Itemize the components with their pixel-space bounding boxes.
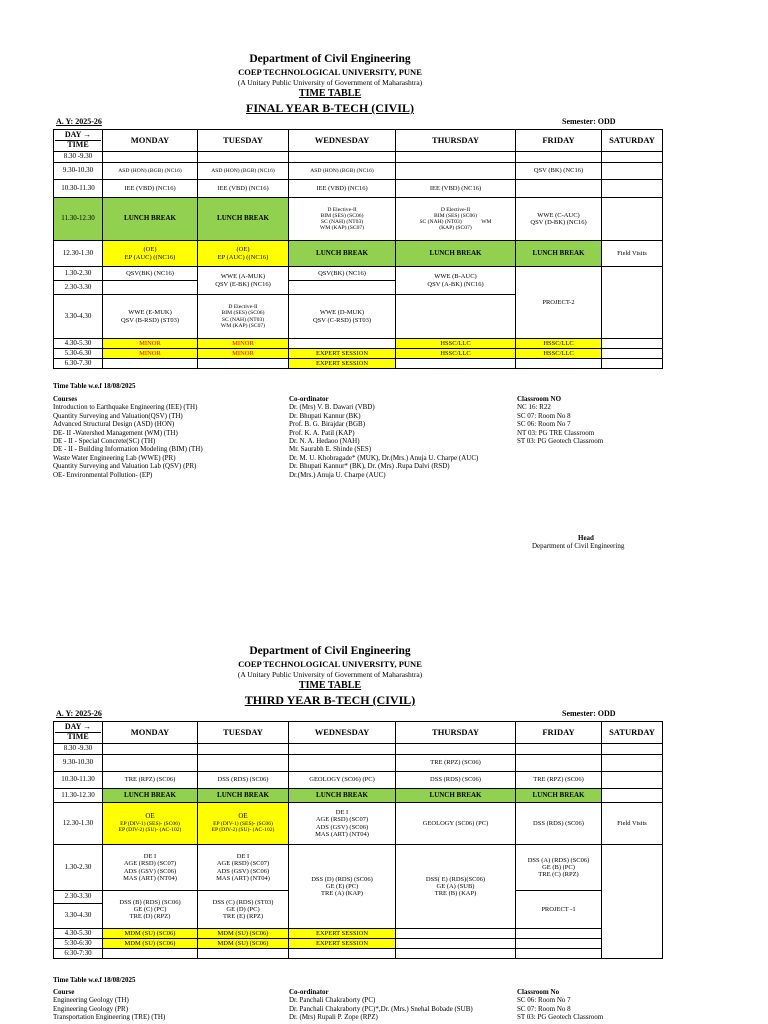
time-cell: 2.30-3.30 <box>54 891 103 904</box>
cell: IEE (VBD) (NC16) <box>289 180 396 198</box>
line: (KAP) (SC07) <box>439 225 472 232</box>
line: TRE (D) (RPZ) <box>129 913 171 921</box>
head-signature <box>532 534 624 550</box>
list-item: SC 07: Room No 8 <box>517 1004 571 1013</box>
cell <box>602 198 663 241</box>
time-label: TIME <box>67 140 89 149</box>
time-cell: 6.30-7.30 <box>54 359 103 369</box>
line: WWE (A-MUK) <box>220 273 266 281</box>
line: DSS (D) (RDS) (SC06) <box>311 875 373 883</box>
line: D Elective-II <box>327 206 357 213</box>
line: WWE (B-AUC) <box>434 273 477 281</box>
day-label: DAY → <box>55 723 101 733</box>
time-cell: 2.30-3.30 <box>54 281 103 295</box>
minor-cell: MINOR <box>198 339 289 349</box>
cell: TRE (RPZ) (SC06) <box>396 755 516 772</box>
cell <box>198 891 289 929</box>
cell: TRE (RPZ) (SC06) <box>103 772 198 789</box>
table-row <box>54 929 663 939</box>
lunch-break: LUNCH BREAK <box>198 198 289 241</box>
col-saturday: SATURDAY <box>602 722 663 744</box>
expert-session: EXPERT SESSION <box>289 359 396 369</box>
cell: IEE (VBD) (NC16) <box>396 180 516 198</box>
lunch-break: LUNCH BREAK <box>198 789 289 803</box>
cell <box>103 744 198 755</box>
time-cell: 9.30-10.30 <box>54 755 103 772</box>
coordinator-list <box>289 395 478 479</box>
list-item: DE - II - Building Information Modeling (BIM) (TH) <box>53 445 203 454</box>
unitary-note: (A Unitary Public University of Government of Maharashtra) <box>237 78 423 87</box>
line: OE <box>238 812 248 821</box>
list-item: Dr. (Mrs) Rupali P. Zope (RPZ) <box>289 1013 378 1022</box>
line: EP (DIV-2) (SU)- (AC-102) <box>211 827 275 834</box>
table-row <box>54 241 663 267</box>
list-item: SC 06: Room No 7 <box>517 996 571 1005</box>
timetable-final <box>53 129 663 369</box>
list-item: DE- II -Watershed Management (WM) (TH) <box>53 428 178 437</box>
table-row <box>54 359 663 369</box>
semester: Semester: ODD <box>562 117 616 126</box>
table-row <box>54 198 663 241</box>
line-part: WM <box>481 219 492 225</box>
list-item: Prof. B. G. Birajdar (BGB) <box>289 420 366 429</box>
cell: DSS (RDS) (SC06) <box>198 772 289 789</box>
line: QSV (D-BK) (NC16) <box>530 219 587 226</box>
list-item: Dr. M. U. Khobragade* (MUK), Dr.(Mrs.) Anuja U. Charpe (AUC) <box>289 453 479 462</box>
elective-cell <box>396 198 516 241</box>
list-item: Dr. Bhupati Kannur (BK) <box>289 411 361 420</box>
list-item: Mr. Saurabh E. Shinde (SES) <box>289 445 372 454</box>
time-cell: 12.30-1.30 <box>54 803 103 845</box>
line: MAS (ART) (NT04) <box>216 874 270 882</box>
coordinator-heading: Co-ordinator <box>289 988 329 996</box>
time-cell: 3.30-4.30 <box>54 295 103 339</box>
mdm-cell: MDM (SU) (SC06) <box>103 929 198 939</box>
year-title: THIRD YEAR B-TECH (CIVIL) <box>244 693 416 707</box>
line: WWE (E-MUK) <box>128 309 172 317</box>
mdm-cell: MDM (SU) (SC06) <box>198 939 289 949</box>
day-time-header <box>54 130 103 152</box>
line: SC (NAH) (NT03) <box>320 219 364 225</box>
line: ADS (GSV) (SC06) <box>216 867 270 875</box>
cell: GEOLOGY (SC06) (PC) <box>396 803 516 845</box>
cell <box>602 267 663 339</box>
line: EP (DIV-1) (SES)- (SC06) <box>213 821 273 828</box>
list-item: Engineering Geology (TH) <box>53 996 129 1005</box>
expert-session: EXPERT SESSION <box>289 929 396 939</box>
col-wednesday: WEDNESDAY <box>289 722 396 744</box>
line: EP (AUC) ((NC16) <box>217 253 269 261</box>
time-cell: 8.30 -9.30 <box>54 152 103 163</box>
lunch-break: LUNCH BREAK <box>516 789 602 803</box>
table-row <box>54 949 663 959</box>
head-dept: Department of Civil Engineering <box>532 542 625 550</box>
line: QSV (E-BK) (NC16) <box>215 280 271 288</box>
cell: QSV(BK) (NC16) <box>103 267 198 281</box>
time-cell: 11.30-12.30 <box>54 789 103 803</box>
cell: DSS (RDS) (SC06) <box>516 803 602 845</box>
line: WWE (C-AUC) <box>537 211 580 219</box>
line: GE (A) (SUB) <box>436 882 475 890</box>
line: WM (KAP) (SC07) <box>220 322 266 329</box>
hssc-cell: HSSC/LLC <box>516 339 602 349</box>
cell <box>103 891 198 929</box>
line: MAS (ART) (NT04) <box>315 830 369 838</box>
list-item: Waste Water Engineering Lab (WWE) (PR) <box>53 453 176 462</box>
cell <box>198 152 289 163</box>
lunch-break: LUNCH BREAK <box>103 789 198 803</box>
line: DSS (B) (RDS) (SC06) <box>119 898 181 906</box>
unitary-note: (A Unitary Public University of Government of Maharashtra) <box>237 670 423 679</box>
list-item: Dr. Panchali Chakraborty (PC)*,Dr. (Mrs.) Snehal Bobade (SUB) <box>289 1004 473 1013</box>
line: AGE (RSD) (SC07) <box>216 860 270 868</box>
cell <box>289 949 396 959</box>
line: DE I <box>143 852 157 860</box>
col-monday: MONDAY <box>103 722 198 744</box>
list-item: NC 16: R22 <box>517 403 551 412</box>
table-row <box>54 755 663 772</box>
table-row <box>54 803 663 845</box>
time-table-label: TIME TABLE <box>298 680 362 691</box>
cell <box>103 359 198 369</box>
line: WM (KAP) (SC07) <box>319 225 365 232</box>
semester: Semester: ODD <box>562 709 616 718</box>
list-item: SC 06: Room No 7 <box>517 420 571 429</box>
line: ADS (GSV) (SC06) <box>315 823 369 831</box>
classroom-heading: Classroom No <box>517 988 560 996</box>
classroom-list <box>517 395 603 445</box>
courses-heading: Courses <box>53 395 78 403</box>
time-cell: 11.30-12.30 <box>54 198 103 241</box>
cell <box>396 845 516 929</box>
line: MAS (ART) (NT04) <box>123 874 177 882</box>
cell <box>103 755 198 772</box>
line: BIM (SES) (SC06) <box>221 310 265 317</box>
courses-heading: Course <box>53 988 75 996</box>
line: GE (E) (PC) <box>325 882 359 890</box>
cell: IEE (VBD) (NC16) <box>198 180 289 198</box>
cell <box>602 772 663 789</box>
cell <box>516 949 602 959</box>
table-row <box>54 349 663 359</box>
courses-list <box>53 395 203 479</box>
cell <box>198 267 289 295</box>
cell <box>396 744 516 755</box>
line: ADS (GSV) (SC06) <box>123 867 177 875</box>
cell <box>289 152 396 163</box>
cell <box>198 359 289 369</box>
hssc-cell: HSSC/LLC <box>396 349 516 359</box>
lunch-break: LUNCH BREAK <box>103 198 198 241</box>
line: EP (DIV-1) (SES)- (SC06) <box>120 821 180 828</box>
cell: ASD (HON) (BGB) (NC16) <box>103 163 198 180</box>
line: D Elective-II <box>440 206 471 213</box>
list-item: SC 07: Room No 8 <box>517 411 571 420</box>
line: TRE (E) (RPZ) <box>222 913 264 921</box>
line: GE (D) (PC) <box>226 905 260 913</box>
list-item: Advanced Structural Design (ASD) (HON) <box>53 420 175 429</box>
line: TRE (B) (KAP) <box>434 890 477 898</box>
classroom-list <box>517 988 603 1022</box>
cell <box>289 744 396 755</box>
list-item: Dr.(Mrs.) Anuja U. Charpe (AUC) <box>289 470 386 479</box>
cell: DSS (RDS) (SC06) <box>396 772 516 789</box>
line: AGE (RSD) (SC07) <box>123 860 177 868</box>
day-label: DAY → <box>55 131 101 141</box>
cell <box>198 845 289 891</box>
time-cell: 12.30-1.30 <box>54 241 103 267</box>
table-row <box>54 772 663 789</box>
line: DE I <box>335 808 349 816</box>
time-cell: 5:30-6:30 <box>54 939 103 949</box>
list-item: Dr. Bhupati Kannur* (BK), Dr. (Mrs) .Rupa Dalvi (RSD) <box>289 462 450 471</box>
list-item: ST 03: PG Geotech Classroom <box>517 436 604 445</box>
line: DE I <box>236 852 250 860</box>
list-item: Quantity Surveying and Valuation Lab (QSV) (PR) <box>53 462 197 471</box>
list-item: OE- Environmental Pollution- (EP) <box>53 470 153 479</box>
cell <box>198 949 289 959</box>
oe-cell <box>198 241 289 267</box>
line: DSS (C) (RDS) (ST03) <box>212 898 274 906</box>
cell <box>516 845 602 891</box>
line: (OE) <box>143 246 157 254</box>
cell <box>602 755 663 772</box>
line: TRE (A) (KAP) <box>321 890 363 898</box>
line: WWE (D-MUK) <box>319 309 365 317</box>
minor-cell: MINOR <box>103 349 198 359</box>
expert-session: EXPERT SESSION <box>289 939 396 949</box>
coordinator-list <box>289 988 473 1022</box>
cell <box>103 281 198 295</box>
table-row <box>54 152 663 163</box>
time-table-label: TIME TABLE <box>298 88 362 99</box>
day-time-header <box>54 722 103 744</box>
cell <box>103 152 198 163</box>
table-row <box>54 339 663 349</box>
line: DSS( E) (RDS)(SC06) <box>425 875 486 883</box>
cell <box>396 152 516 163</box>
courses-list <box>53 988 165 1022</box>
cell <box>602 744 663 755</box>
line: D Elective-II <box>228 304 258 310</box>
academic-year: A. Y: 2025-26 <box>56 709 102 718</box>
time-cell: 3.30-4.30 <box>54 904 103 929</box>
cell <box>396 929 516 939</box>
year-title: FINAL YEAR B-TECH (CIVIL) <box>246 101 414 115</box>
list-item: Introduction to Earthquake Engineering (IEE) (TH) <box>53 403 198 412</box>
col-friday: FRIDAY <box>516 130 602 152</box>
cell <box>396 295 516 339</box>
cell <box>602 349 663 359</box>
line: AGE (RSD) (SC07) <box>315 816 369 824</box>
col-thursday: THURSDAY <box>396 722 516 744</box>
cell <box>198 755 289 772</box>
cell <box>103 845 198 891</box>
head-label: Head <box>578 534 594 542</box>
cell <box>289 845 396 929</box>
dept-title: Department of Civil Engineering <box>249 645 411 657</box>
cell: ASD (HON) (BGB) (NC16) <box>289 163 396 180</box>
table-row <box>54 267 663 281</box>
cell <box>516 198 602 241</box>
line: TRE (C) (RPZ) <box>538 871 579 879</box>
line: EP (AUC) ((NC16) <box>124 253 176 261</box>
cell <box>516 939 602 949</box>
cell <box>289 755 396 772</box>
cell <box>516 755 602 772</box>
oe-cell <box>103 803 198 845</box>
line: QSV (B-RSD) (ST03) <box>120 316 180 324</box>
line: BIM (SES) (SC06) <box>434 212 477 219</box>
line: BIM (SES) (SC06) <box>320 212 364 219</box>
mdm-cell: MDM (SU) (SC06) <box>198 929 289 939</box>
cell <box>516 152 602 163</box>
cell <box>396 359 516 369</box>
cell: GEOLOGY (SC06) (PC) <box>289 772 396 789</box>
time-cell: 8.30 -9.30 <box>54 744 103 755</box>
project-cell: PROJECT -1 <box>516 891 602 929</box>
col-saturday: SATURDAY <box>602 130 663 152</box>
oe-cell <box>198 803 289 845</box>
lunch-break: LUNCH BREAK <box>516 241 602 267</box>
cell <box>602 845 663 959</box>
table-row <box>54 939 663 949</box>
time-cell: 10.30-11.30 <box>54 180 103 198</box>
line: (OE) <box>236 246 250 254</box>
hssc-cell: HSSC/LLC <box>396 339 516 349</box>
lunch-break: LUNCH BREAK <box>289 789 396 803</box>
list-item: Engineering Geology (PR) <box>53 1004 129 1013</box>
cell <box>602 789 663 803</box>
col-thursday: THURSDAY <box>396 130 516 152</box>
cell: QSV (BK) (NC16) <box>516 163 602 180</box>
time-cell: 5.30-6.30 <box>54 349 103 359</box>
line: SC (NAH) (NT03) <box>221 316 265 323</box>
cell <box>289 339 396 349</box>
list-item: Dr. Panchali Chakraborty (PC) <box>289 996 376 1005</box>
oe-cell <box>103 241 198 267</box>
list-item: Transportation Engineering (TRE) (TH) <box>53 1013 166 1022</box>
col-tuesday: TUESDAY <box>198 722 289 744</box>
minor-cell: MINOR <box>103 339 198 349</box>
table-row <box>54 180 663 198</box>
cell <box>516 929 602 939</box>
minor-cell: MINOR <box>198 349 289 359</box>
cell <box>103 295 198 339</box>
expert-session: EXPERT SESSION <box>289 349 396 359</box>
list-item: ST 03: PG Geotech Classroom <box>517 1013 604 1022</box>
list-item: Dr. N. A. Hedaoo (NAH) <box>289 436 360 445</box>
list-item: NT 03: PG TRE Classroom <box>517 428 595 437</box>
cell <box>289 281 396 295</box>
academic-year: A. Y: 2025-26 <box>56 117 102 126</box>
list-item: Dr. (Mrs) V. B. Dawari (VBD) <box>289 403 375 412</box>
line: GE (B) (PC) <box>542 863 575 871</box>
time-cell: 4.30-5.30 <box>54 339 103 349</box>
table-row <box>54 744 663 755</box>
time-cell: 1.30-2.30 <box>54 845 103 891</box>
cell <box>602 152 663 163</box>
cell <box>602 359 663 369</box>
dept-title: Department of Civil Engineering <box>249 53 411 65</box>
cell: QSV(BK) (NC16) <box>289 267 396 281</box>
wef-date: Time Table w.e.f 18/08/2025 <box>53 382 136 390</box>
cell <box>396 949 516 959</box>
cell <box>289 295 396 339</box>
wef-date: Time Table w.e.f 18/08/2025 <box>53 976 136 984</box>
classroom-heading: Classroom NO <box>517 395 562 403</box>
list-item: Quantity Surveying and Valuation(QSV) (TH) <box>53 411 183 420</box>
line: QSV (C-RSD) (ST03) <box>312 316 372 324</box>
line: EP (DIV-2) (SU)- (AC-102) <box>118 827 182 834</box>
line: GE (C) (PC) <box>133 905 167 913</box>
cell <box>396 939 516 949</box>
time-cell: 6:30-7:30 <box>54 949 103 959</box>
field-visits: Field Visits <box>602 241 663 267</box>
cell <box>516 744 602 755</box>
line: QSV (A-BK) (NC16) <box>427 280 484 288</box>
cell <box>516 359 602 369</box>
lunch-break: LUNCH BREAK <box>396 241 516 267</box>
university-name: COEP TECHNOLOGICAL UNIVERSITY, PUNE <box>238 659 422 669</box>
list-item: Prof. K. A. Patil (KAP) <box>289 428 355 437</box>
table-row <box>54 163 663 180</box>
cell <box>602 163 663 180</box>
line: DSS (A) (RDS) (SC06) <box>527 856 590 864</box>
col-friday: FRIDAY <box>516 722 602 744</box>
field-visits: Field Visits <box>602 803 663 845</box>
col-monday: MONDAY <box>103 130 198 152</box>
elective-cell <box>289 198 396 241</box>
time-label: TIME <box>67 732 89 741</box>
coordinator-heading: Co-ordinator <box>289 395 329 403</box>
cell <box>602 339 663 349</box>
col-wednesday: WEDNESDAY <box>289 130 396 152</box>
cell <box>602 180 663 198</box>
project-cell: PROJECT-2 <box>516 267 602 339</box>
time-cell: 1.30-2.30 <box>54 267 103 281</box>
cell <box>396 267 516 295</box>
table-row <box>54 789 663 803</box>
lunch-break: LUNCH BREAK <box>396 789 516 803</box>
table-row <box>54 845 663 891</box>
mdm-cell: MDM (SU) (SC06) <box>103 939 198 949</box>
elective-cell <box>198 295 289 339</box>
col-tuesday: TUESDAY <box>198 130 289 152</box>
cell: IEE (VBD) (NC16) <box>103 180 198 198</box>
university-name: COEP TECHNOLOGICAL UNIVERSITY, PUNE <box>238 67 422 77</box>
timetable-third <box>53 721 663 959</box>
cell <box>289 803 396 845</box>
lunch-break: LUNCH BREAK <box>289 241 396 267</box>
cell: TRE (RPZ) (SC06) <box>516 772 602 789</box>
hssc-cell: HSSC/LLC <box>516 349 602 359</box>
cell <box>396 163 516 180</box>
time-cell: 10.30-11.30 <box>54 772 103 789</box>
line: OE <box>145 812 155 821</box>
cell <box>198 744 289 755</box>
time-cell: 4.30-5.30 <box>54 929 103 939</box>
cell <box>103 949 198 959</box>
line-part: SC (NAH) (NT03) <box>419 219 462 225</box>
cell <box>516 180 602 198</box>
cell: ASD (HON) (BGB) (NC16) <box>198 163 289 180</box>
list-item: DE - II - Special Concrete(SC) (TH) <box>53 436 156 445</box>
time-cell: 9.30-10.30 <box>54 163 103 180</box>
